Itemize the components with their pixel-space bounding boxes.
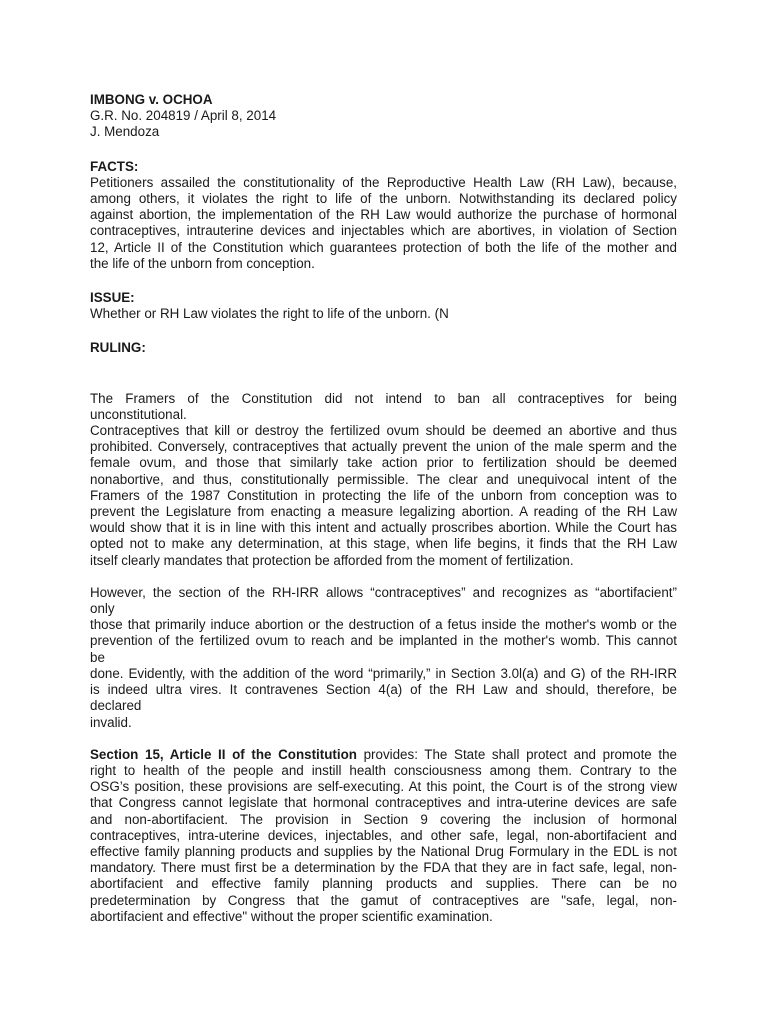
case-title: IMBONG v. OCHOA: [90, 92, 213, 107]
facts-line: contraceptives, intrauterine devices and injectables which are abortives, in violation of Section: [90, 223, 677, 239]
ruling-line: is indeed ultra vires. It contravenes Section 4(a) of the RH Law and should, therefore, be: [90, 682, 677, 698]
ruling-line: prevention of the fertilized ovum to reach and be implanted in the mother's womb. This cannot: [90, 633, 677, 649]
facts-line: Petitioners assailed the constitutionality of the Reproductive Health Law (RH Law), because,: [90, 174, 677, 190]
ruling-paragraph-2: [90, 585, 677, 731]
ruling-line: Framers of the 1987 Constitution in protecting the life of the unborn from conception was to: [90, 487, 677, 503]
ruling-paragraph-1: [90, 391, 677, 569]
ruling-line: only: [90, 601, 115, 617]
case-citation: G.R. No. 204819 / April 8, 2014: [90, 108, 277, 124]
ruling-line: those that primarily induce abortion or the destruction of a fetus inside the mother's womb or the: [90, 617, 677, 633]
ruling-line: female ovum, and those that similarly take action prior to fertilization should be deemed: [90, 455, 677, 471]
case-ponente: J. Mendoza: [90, 124, 160, 140]
issue-heading: ISSUE:: [90, 290, 135, 306]
ruling-line: itself clearly mandates that protection be afforded from the moment of fertilization.: [90, 552, 574, 568]
ruling-line: [90, 747, 677, 763]
ruling-line: However, the section of the RH-IRR allows “contraceptives” and recognizes as “abortifacient”: [90, 584, 677, 600]
ruling-line: nonabortive, and thus, constitutionally permissible. The clear and unequivocal intent of the: [90, 471, 677, 487]
ruling-line: predetermination by Congress that the gamut of contraceptives are "safe, legal, non-: [90, 892, 677, 908]
ruling-line: The Framers of the Constitution did not intend to ban all contraceptives for being: [90, 390, 677, 406]
ruling-paragraph-3: [90, 747, 677, 925]
ruling-line: prevent the Legislature from enacting a measure legalizing abortion. A reading of the RH Law: [90, 504, 677, 520]
ruling-line: abortifacient and effective" without the proper scientific examination.: [90, 908, 493, 924]
ruling-line: abortifacient and effective family planning products and supplies. There can be no: [90, 876, 677, 892]
ruling-line: done. Evidently, with the addition of the word “primarily,” in Section 3.0l(a) and G) of the RH-IRR: [90, 665, 677, 681]
facts-line: 12, Article II of the Constitution which guarantees protection of both the life of the mother and: [90, 239, 677, 255]
ruling-line: opted not to make any determination, at this stage, when life begins, it finds that the RH Law: [90, 536, 677, 552]
ruling-heading: RULING:: [90, 340, 146, 356]
ruling-line: Contraceptives that kill or destroy the fertilized ovum should be deemed an abortive and thus: [90, 423, 677, 439]
facts-paragraph: [90, 175, 677, 272]
ruling-line: would show that it is in line with this intent and actually proscribes abortion. While the Court has: [90, 520, 677, 536]
ruling-line: be: [90, 649, 105, 665]
issue-text: Whether or RH Law violates the right to life of the unborn. (N: [90, 306, 449, 322]
ruling-line: prohibited. Conversely, contraceptives that actually prevent the union of the male sperm and the: [90, 439, 677, 455]
constitution-reference: Section 15, Article II of the Constitution: [90, 746, 357, 762]
document-page: [90, 92, 677, 925]
ruling-line: and non-abortifacient. The provision in Section 9 covering the inclusion of hormonal: [90, 811, 677, 827]
ruling-line: right to health of the people and instill health consciousness among them. Contrary to the: [90, 762, 677, 778]
ruling-line: mandatory. There must first be a determination by the FDA that they are in fact safe, legal, non-: [90, 860, 677, 876]
ruling-line: OSG’s position, these provisions are self-executing. At this point, the Court is of the strong view: [90, 779, 677, 795]
ruling-line-rest: provides: The State shall protect and promote the: [356, 746, 677, 762]
ruling-line: invalid.: [90, 714, 132, 730]
ruling-line: that Congress cannot legislate that hormonal contraceptives and intra-uterine devices are safe: [90, 795, 677, 811]
ruling-line: unconstitutional.: [90, 406, 187, 422]
ruling-line: contraceptives, intra-uterine devices, injectables, and other safe, legal, non-abortifacient and: [90, 827, 677, 843]
facts-line: among others, it violates the right to life of the unborn. Notwithstanding its declared policy: [90, 191, 677, 207]
facts-line: the life of the unborn from conception.: [90, 255, 315, 271]
facts-heading: FACTS:: [90, 158, 139, 174]
facts-line: against abortion, the implementation of the RH Law would authorize the purchase of hormonal: [90, 207, 677, 223]
ruling-line: effective family planning products and supplies by the National Drug Formulary in the EDL is not: [90, 843, 677, 859]
ruling-line: declared: [90, 698, 142, 714]
